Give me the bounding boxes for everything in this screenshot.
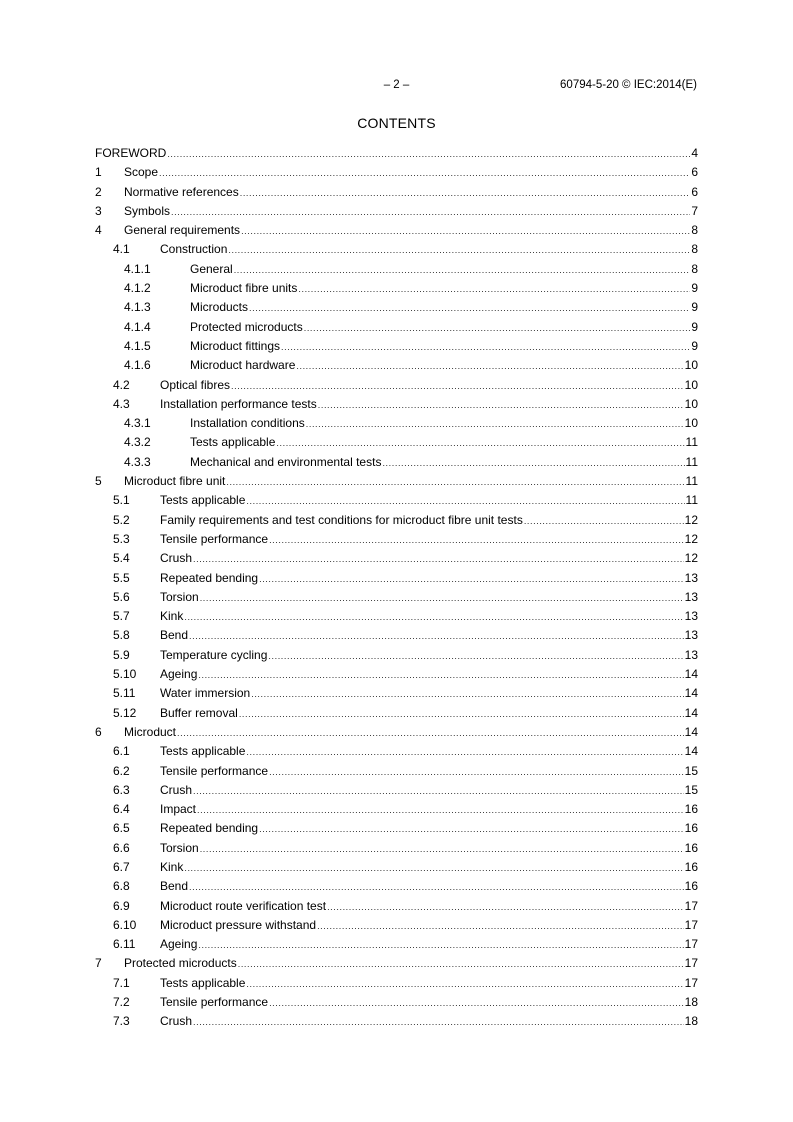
toc-entry-title: Family requirements and test conditions for microduct fibre unit tests bbox=[160, 512, 523, 527]
toc-leader-dots bbox=[240, 184, 691, 203]
toc-entry[interactable] bbox=[95, 684, 698, 703]
toc-entry-title: Microduct hardware bbox=[190, 358, 296, 373]
toc-entry-page: 11 bbox=[685, 435, 698, 450]
toc-entry-number: 6.6 bbox=[113, 840, 130, 855]
document-reference: 60794-5-20 © IEC:2014(E) bbox=[560, 79, 697, 91]
toc-entry-title: Impact bbox=[160, 802, 197, 817]
toc-entry[interactable] bbox=[95, 742, 698, 761]
toc-entry-page: 9 bbox=[691, 281, 698, 296]
toc-entry[interactable] bbox=[95, 916, 698, 935]
toc-entry[interactable] bbox=[95, 511, 698, 530]
toc-entry-page: 14 bbox=[684, 686, 698, 701]
toc-entry[interactable] bbox=[95, 954, 698, 973]
toc-entry-number: 5.2 bbox=[113, 512, 130, 527]
toc-entry-number: 6.8 bbox=[113, 879, 130, 894]
toc-entry-title: Crush bbox=[160, 1014, 193, 1029]
toc-entry-page: 9 bbox=[691, 338, 698, 353]
toc-entry-title: Protected microducts bbox=[124, 956, 237, 971]
toc-entry-title: Buffer removal bbox=[160, 705, 238, 720]
toc-entry-page: 16 bbox=[684, 821, 698, 836]
toc-entry[interactable] bbox=[95, 376, 698, 395]
page-number: – 2 – bbox=[383, 79, 410, 91]
toc-entry[interactable] bbox=[95, 337, 698, 356]
toc-leader-dots bbox=[184, 859, 683, 878]
toc-leader-dots bbox=[259, 570, 684, 589]
toc-entry[interactable] bbox=[95, 472, 698, 491]
toc-entry[interactable] bbox=[95, 646, 698, 665]
toc-entry-title: Construction bbox=[160, 242, 228, 257]
toc-entry-title: Tensile performance bbox=[160, 763, 269, 778]
toc-entry[interactable] bbox=[95, 935, 698, 954]
toc-leader-dots bbox=[241, 222, 690, 241]
toc-entry-number: 3 bbox=[95, 203, 102, 218]
toc-entry[interactable] bbox=[95, 819, 698, 838]
toc-entry-title: Tests applicable bbox=[160, 975, 246, 990]
toc-entry-page: 14 bbox=[684, 724, 698, 739]
toc-leader-dots bbox=[327, 898, 684, 917]
toc-entry[interactable] bbox=[95, 202, 698, 221]
toc-entry-number: 4.3 bbox=[113, 396, 130, 411]
toc-leader-dots bbox=[304, 319, 691, 338]
toc-entry-title: General requirements bbox=[124, 223, 241, 238]
toc-entry-page: 17 bbox=[684, 937, 698, 952]
toc-entry-title: Ageing bbox=[160, 667, 198, 682]
toc-entry-page: 17 bbox=[684, 898, 698, 913]
toc-leader-dots bbox=[231, 377, 684, 396]
toc-entry[interactable] bbox=[95, 607, 698, 626]
toc-entry-title: Microducts bbox=[190, 300, 249, 315]
toc-leader-dots bbox=[269, 763, 684, 782]
toc-entry[interactable] bbox=[95, 491, 698, 510]
toc-entry-title: Tensile performance bbox=[160, 531, 269, 546]
toc-entry-title: Bend bbox=[160, 879, 189, 894]
toc-leader-dots bbox=[234, 261, 691, 280]
toc-entry-page: 7 bbox=[691, 203, 698, 218]
toc-entry-title: Symbols bbox=[124, 203, 171, 218]
toc-leader-dots bbox=[269, 531, 684, 550]
toc-entry[interactable] bbox=[95, 858, 698, 877]
toc-entry[interactable] bbox=[95, 762, 698, 781]
toc-entry-number: 4.1.4 bbox=[124, 319, 151, 334]
toc-entry-number: 1 bbox=[95, 165, 102, 180]
toc-leader-dots bbox=[239, 705, 684, 724]
toc-leader-dots bbox=[198, 936, 683, 955]
toc-entry-number: 5.6 bbox=[113, 589, 130, 604]
toc-entry[interactable] bbox=[95, 626, 698, 645]
toc-entry-page: 13 bbox=[684, 589, 698, 604]
toc-entry-title: Water immersion bbox=[160, 686, 251, 701]
toc-entry-title: Tests applicable bbox=[190, 435, 276, 450]
toc-entry-number: 2 bbox=[95, 184, 102, 199]
toc-entry-page: 10 bbox=[684, 377, 698, 392]
toc-entry-number: 4.3.2 bbox=[124, 435, 151, 450]
toc-entry-number: 5.7 bbox=[113, 609, 130, 624]
toc-leader-dots bbox=[200, 589, 684, 608]
toc-entry-page: 9 bbox=[691, 300, 698, 315]
toc-leader-dots bbox=[167, 145, 690, 164]
toc-entry-title: Microduct bbox=[124, 724, 177, 739]
toc-leader-dots bbox=[193, 782, 684, 801]
toc-leader-dots bbox=[193, 1013, 684, 1032]
toc-entry-title: Temperature cycling bbox=[160, 647, 268, 662]
toc-entry-number: 4.1.3 bbox=[124, 300, 151, 315]
toc-entry-page: 13 bbox=[684, 647, 698, 662]
toc-leader-dots bbox=[159, 164, 690, 183]
toc-entry-number: 4.1.1 bbox=[124, 261, 151, 276]
toc-entry-number: 7.1 bbox=[113, 975, 130, 990]
toc-entry-number: 6.10 bbox=[113, 917, 137, 932]
toc-leader-dots bbox=[226, 473, 684, 492]
toc-leader-dots bbox=[318, 396, 684, 415]
toc-entry[interactable] bbox=[95, 588, 698, 607]
toc-entry[interactable] bbox=[95, 781, 698, 800]
toc-entry-title: Optical fibres bbox=[160, 377, 231, 392]
toc-leader-dots bbox=[171, 203, 690, 222]
toc-entry-number: 7 bbox=[95, 956, 102, 971]
toc-entry-number: 7.2 bbox=[113, 995, 130, 1010]
toc-entry-page: 11 bbox=[685, 454, 698, 469]
toc-entry-page: 10 bbox=[684, 416, 698, 431]
toc-entry[interactable] bbox=[95, 279, 698, 298]
toc-entry-number: 6 bbox=[95, 724, 102, 739]
toc-entry-title: Tests applicable bbox=[160, 744, 246, 759]
toc-entry-number: 7.3 bbox=[113, 1014, 130, 1029]
toc-entry[interactable] bbox=[95, 897, 698, 916]
toc-entry-number: 4.2 bbox=[113, 377, 130, 392]
toc-entry-title: General bbox=[190, 261, 233, 276]
toc-leader-dots bbox=[298, 280, 690, 299]
toc-entry[interactable] bbox=[95, 395, 698, 414]
toc-leader-dots bbox=[200, 840, 684, 859]
toc-leader-dots bbox=[251, 685, 683, 704]
toc-entry-number: 6.2 bbox=[113, 763, 130, 778]
toc-entry-title: Torsion bbox=[160, 589, 199, 604]
toc-entry-number: 6.4 bbox=[113, 802, 130, 817]
toc-leader-dots bbox=[296, 357, 683, 376]
toc-entry[interactable] bbox=[95, 260, 698, 279]
toc-entry-number: 4.3.1 bbox=[124, 416, 151, 431]
toc-entry-number: 6.7 bbox=[113, 859, 130, 874]
table-of-contents bbox=[95, 144, 698, 1032]
toc-entry[interactable] bbox=[95, 800, 698, 819]
toc-leader-dots bbox=[228, 241, 690, 260]
toc-leader-dots bbox=[238, 955, 684, 974]
toc-leader-dots bbox=[524, 512, 684, 531]
toc-entry-title: Installation performance tests bbox=[160, 396, 317, 411]
toc-entry-page: 10 bbox=[684, 396, 698, 411]
toc-leader-dots bbox=[198, 666, 683, 685]
toc-entry-page: 17 bbox=[684, 975, 698, 990]
toc-leader-dots bbox=[193, 550, 684, 569]
toc-entry-title: Kink bbox=[160, 859, 184, 874]
toc-entry-page: 15 bbox=[684, 763, 698, 778]
toc-entry-number: 6.11 bbox=[113, 937, 136, 952]
toc-entry-page: 4 bbox=[691, 146, 698, 160]
toc-entry-number: 6.9 bbox=[113, 898, 130, 913]
toc-entry[interactable] bbox=[95, 144, 698, 163]
toc-entry[interactable] bbox=[95, 549, 698, 568]
toc-entry-number: 5.8 bbox=[113, 628, 130, 643]
toc-entry-title: Bend bbox=[160, 628, 189, 643]
toc-leader-dots bbox=[249, 299, 690, 318]
toc-entry-title: Crush bbox=[160, 782, 193, 797]
toc-entry-page: 11 bbox=[685, 493, 698, 508]
toc-entry[interactable] bbox=[95, 877, 698, 896]
toc-entry-number: 6.1 bbox=[113, 744, 130, 759]
toc-leader-dots bbox=[197, 801, 684, 820]
toc-entry[interactable] bbox=[95, 163, 698, 182]
toc-entry-page: 9 bbox=[691, 319, 698, 334]
toc-entry-title: Normative references bbox=[124, 184, 239, 199]
toc-entry-page: 10 bbox=[684, 358, 698, 373]
toc-entry-title: Kink bbox=[160, 609, 184, 624]
toc-entry-number: 4.1.6 bbox=[124, 358, 151, 373]
toc-entry-title: Tensile performance bbox=[160, 995, 269, 1010]
toc-entry-number: 4.1.5 bbox=[124, 338, 151, 353]
toc-entry[interactable] bbox=[95, 974, 698, 993]
toc-entry-number: 4 bbox=[95, 223, 102, 238]
toc-entry-page: 16 bbox=[684, 802, 698, 817]
toc-leader-dots bbox=[177, 724, 684, 743]
toc-entry-number: 5.4 bbox=[113, 551, 130, 566]
toc-leader-dots bbox=[184, 608, 683, 627]
toc-entry-number: 5 bbox=[95, 474, 102, 489]
toc-entry[interactable] bbox=[95, 704, 698, 723]
toc-entry[interactable] bbox=[95, 183, 698, 202]
toc-entry[interactable] bbox=[95, 221, 698, 240]
toc-entry-page: 15 bbox=[684, 782, 698, 797]
toc-leader-dots bbox=[268, 647, 683, 666]
toc-entry-page: 13 bbox=[684, 628, 698, 643]
toc-entry-page: 6 bbox=[691, 165, 698, 180]
toc-entry[interactable] bbox=[95, 356, 698, 375]
toc-entry-title: Ageing bbox=[160, 937, 198, 952]
toc-entry-number: 5.5 bbox=[113, 570, 130, 585]
toc-entry-page: 8 bbox=[691, 261, 698, 276]
toc-entry-page: 18 bbox=[684, 995, 698, 1010]
toc-entry-page: 11 bbox=[685, 474, 698, 489]
toc-entry-title: Microduct fibre units bbox=[190, 281, 298, 296]
toc-entry-number: 5.10 bbox=[113, 667, 137, 682]
toc-leader-dots bbox=[189, 878, 684, 897]
toc-entry-title: Repeated bending bbox=[160, 570, 259, 585]
toc-entry-page: 16 bbox=[684, 859, 698, 874]
toc-entry-number: 6.5 bbox=[113, 821, 130, 836]
toc-entry[interactable] bbox=[95, 839, 698, 858]
toc-entry[interactable] bbox=[95, 318, 698, 337]
toc-entry-page: 16 bbox=[684, 840, 698, 855]
contents-title: CONTENTS bbox=[357, 115, 436, 131]
toc-leader-dots bbox=[269, 994, 684, 1013]
toc-entry-title: Repeated bending bbox=[160, 821, 259, 836]
toc-entry-title: Installation conditions bbox=[190, 416, 305, 431]
toc-leader-dots bbox=[189, 627, 684, 646]
toc-entry-page: 18 bbox=[684, 1014, 698, 1029]
toc-entry-number: 4.3.3 bbox=[124, 454, 151, 469]
toc-entry-page: 12 bbox=[684, 551, 698, 566]
toc-entry-title: Microduct route verification test bbox=[160, 898, 327, 913]
toc-entry[interactable] bbox=[95, 298, 698, 317]
toc-entry-number: 5.9 bbox=[113, 647, 130, 662]
toc-entry-title: Tests applicable bbox=[160, 493, 246, 508]
toc-leader-dots bbox=[246, 743, 683, 762]
toc-entry[interactable] bbox=[95, 665, 698, 684]
toc-entry[interactable] bbox=[95, 993, 698, 1012]
toc-entry-page: 6 bbox=[691, 184, 698, 199]
toc-leader-dots bbox=[317, 917, 684, 936]
toc-entry-number: 5.11 bbox=[113, 686, 136, 701]
toc-entry[interactable] bbox=[95, 414, 698, 433]
toc-entry-number: 5.3 bbox=[113, 531, 130, 546]
toc-entry-page: 13 bbox=[684, 570, 698, 585]
toc-entry-page: 12 bbox=[684, 512, 698, 527]
toc-entry-number: 6.3 bbox=[113, 782, 130, 797]
toc-entry-page: 17 bbox=[684, 956, 698, 971]
toc-entry-page: 12 bbox=[684, 531, 698, 546]
toc-entry-number: 5.1 bbox=[113, 493, 130, 508]
toc-entry-page: 17 bbox=[684, 917, 698, 932]
toc-leader-dots bbox=[259, 820, 684, 839]
toc-entry-title: Mechanical and environmental tests bbox=[190, 454, 382, 469]
toc-entry-page: 8 bbox=[691, 223, 698, 238]
toc-entry-page: 14 bbox=[684, 667, 698, 682]
toc-entry-page: 8 bbox=[691, 242, 698, 257]
toc-leader-dots bbox=[276, 434, 684, 453]
toc-entry-page: 13 bbox=[684, 609, 698, 624]
toc-leader-dots bbox=[246, 492, 684, 511]
toc-entry[interactable] bbox=[95, 433, 698, 452]
toc-leader-dots bbox=[306, 415, 684, 434]
toc-entry-title: Microduct fittings bbox=[190, 338, 281, 353]
toc-entry-title: Microduct fibre unit bbox=[124, 474, 226, 489]
toc-entry-page: 14 bbox=[684, 705, 698, 720]
toc-entry-title: Scope bbox=[124, 165, 159, 180]
toc-entry[interactable] bbox=[95, 453, 698, 472]
toc-entry-page: 16 bbox=[684, 879, 698, 894]
toc-leader-dots bbox=[246, 975, 683, 994]
toc-entry[interactable] bbox=[95, 723, 698, 742]
toc-entry-title: Microduct pressure withstand bbox=[160, 917, 317, 932]
toc-leader-dots bbox=[382, 454, 684, 473]
toc-entry-title: FOREWORD bbox=[95, 146, 167, 160]
toc-entry-number: 4.1 bbox=[113, 242, 130, 257]
toc-entry-page: 14 bbox=[684, 744, 698, 759]
toc-entry[interactable] bbox=[95, 1012, 698, 1031]
toc-entry-number: 5.12 bbox=[113, 705, 137, 720]
toc-entry[interactable] bbox=[95, 569, 698, 588]
toc-leader-dots bbox=[281, 338, 690, 357]
toc-entry-title: Crush bbox=[160, 551, 193, 566]
toc-entry[interactable] bbox=[95, 240, 698, 259]
toc-entry-title: Protected microducts bbox=[190, 319, 303, 334]
toc-entry-number: 4.1.2 bbox=[124, 281, 151, 296]
toc-entry-title: Torsion bbox=[160, 840, 199, 855]
toc-entry[interactable] bbox=[95, 530, 698, 549]
